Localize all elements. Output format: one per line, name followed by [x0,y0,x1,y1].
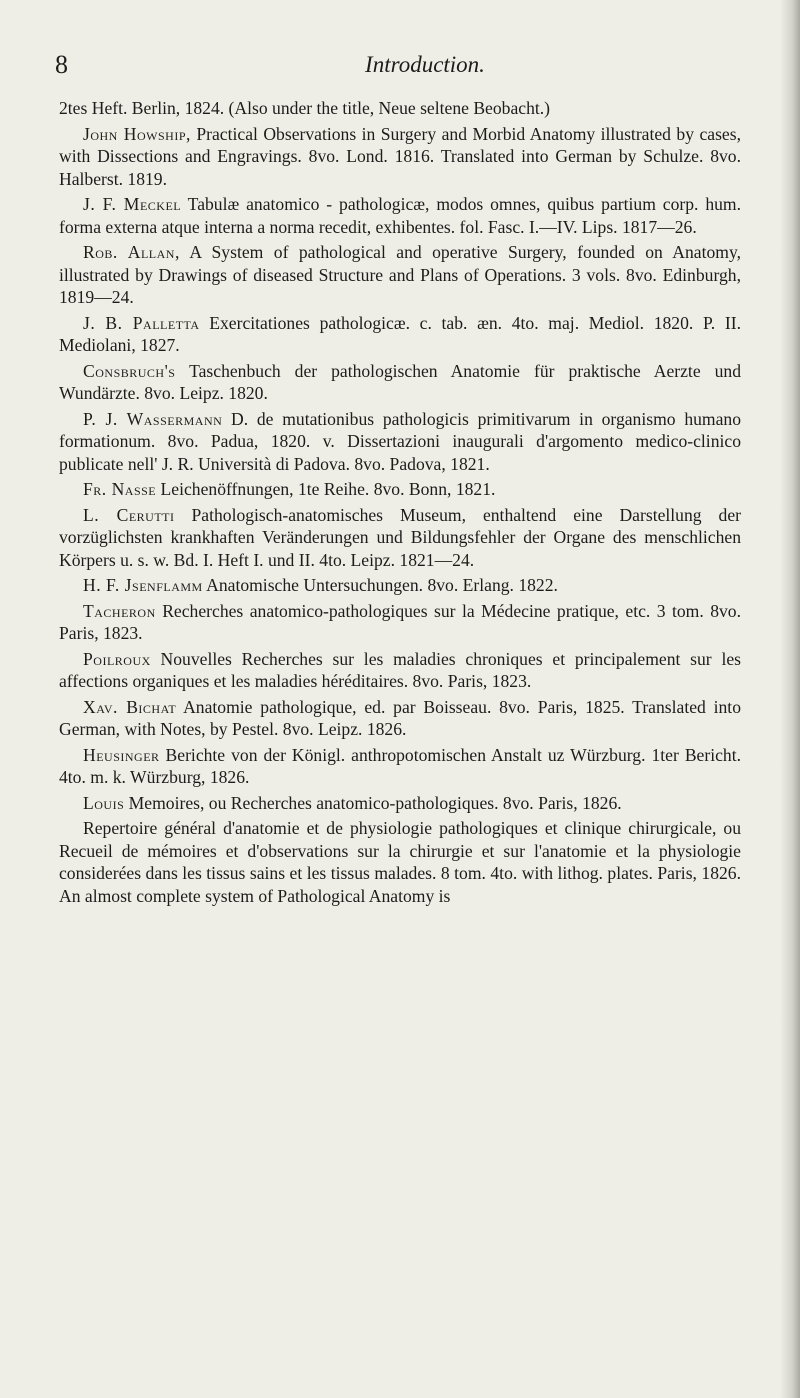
bibliography-entry [59,478,741,501]
entry-text: Anatomie pathologique, ed. par Boisseau. 8vo. Paris, 1825. Translated into German, with Notes, by Pestel. 8vo. Leipz. 1826. [59,696,741,739]
bibliography-entry [59,193,741,238]
entry-author: Consbruch's [83,360,176,381]
entry-author: Fr. Nasse [83,479,157,499]
page-edge-shadow [780,0,800,1398]
entry-author: Louis [83,792,125,813]
bibliography-entry [59,504,741,572]
entry-text: D. de mutationibus pathologicis primitivarum in organismo humano formationum. 8vo. Padua, 1820. v. Dissertazioni inaugurali d'argomento medico-clinico publicate nell' J. R. Università di Padova. 8vo. Padova, 1821. [59,408,741,474]
entry-text: Anatomische Untersuchungen. 8vo. Erlang. 1822. [202,575,558,595]
bibliography-entry [59,123,741,191]
bibliography-entry [59,241,741,309]
bibliography-entry [59,574,741,597]
bibliography-entry [59,744,741,789]
entry-author: L. Cerutti [83,504,175,525]
entry-text: Nouvelles Recherches sur les maladies chroniques et principalement sur les affections organiques et les maladies héréditaires. 8vo. Paris, 1823. [59,648,741,691]
entry-text: Practical Observations in Surgery and Morbid Anatomy illustrated by cases, with Dissections and Engravings. 8vo. Lond. 1816. Translated into German by Schulze. 8vo. Halberst. 1819. [59,123,741,189]
bibliography-entry [59,408,741,476]
bibliography-entry [59,696,741,741]
entry-text: Exercitationes pathologicæ. c. tab. æn. 4to. maj. Mediol. 1820. P. II. Mediolani, 1827. [59,312,741,355]
running-head: Introduction. [365,52,485,77]
entry-text: Pathologisch-anatomisches Museum, enthaltend eine Darstellung der vorzüglichsten krankhaften Veränderungen und Bildungsfehler der Organe des menschlichen Körpers u. s. w. Bd. I. Heft I. und II. 4to. Leipz. 1821—24. [59,504,741,570]
entry-author: P. J. Wassermann [83,408,223,429]
entry-author: H. F. Jsenflamm [83,575,203,595]
bibliography-entry [59,648,741,693]
bibliography-entry [59,360,741,405]
bibliography-entry [59,97,741,120]
entry-author: John Howship, [83,123,191,144]
entry-author: Rob. Allan, [83,242,180,262]
entry-author: J. F. Meckel [83,194,182,214]
entry-text: Berichte von der Königl. anthropotomischen Anstalt uz Würzburg. 1ter Bericht. 4to. m. k. Würzburg, 1826. [59,744,741,787]
bibliography-text [59,97,741,910]
bibliography-entry [59,792,741,815]
entry-author: Heusinger [83,744,160,765]
entry-text: Tabulæ anatomico - pathologicæ, modos omnes, quibus partium corp. hum. forma externa atque interna a norma recedit, exhibentes. fol. Fasc. I.—IV. Lips. 1817—26. [59,194,741,237]
bibliography-entry [59,312,741,357]
entry-text: Recherches anatomico-pathologiques sur la Médecine pratique, etc. 3 tom. 8vo. Paris, 1823. [59,600,741,643]
entry-author: J. B. Palletta [83,312,200,333]
bibliography-entry [59,817,741,907]
page-header [55,44,755,84]
entry-author: Xav. Bichat [83,696,177,717]
entry-author: Poilroux [83,648,151,669]
entry-author: Tacheron [83,600,156,621]
entry-text: Leichenöffnungen, 1te Reihe. 8vo. Bonn, 1821. [156,479,496,499]
page-number: 8 [55,50,68,79]
entry-text: Memoires, ou Recherches anatomico-pathologiques. 8vo. Paris, 1826. [124,792,622,813]
bibliography-entry [59,600,741,645]
entry-text: A System of pathological and operative Surgery, founded on Anatomy, illustrated by Drawings of diseased Structure and Plans of Operations. 3 vols. 8vo. Edinburgh, 1819—24. [59,242,741,307]
entry-text: 2tes Heft. Berlin, 1824. (Also under the title, Neue seltene Beobacht.) [59,98,551,118]
entry-text: Repertoire général d'anatomie et de physiologie pathologiques et clinique chirurgicale, ou Recueil de mémoires et d'observations sur la chirurgie et sur l'anatomie et la physiologie considerées dans les tissus sains et les tissus malades. 8 tom. 4to. with lithog. plates. Paris, 1826. An almost complete system of Pathological Anatomy is [59,818,741,906]
entry-text: Taschenbuch der pathologischen Anatomie für praktische Aerzte und Wundärzte. 8vo. Leipz. 1820. [59,360,741,403]
